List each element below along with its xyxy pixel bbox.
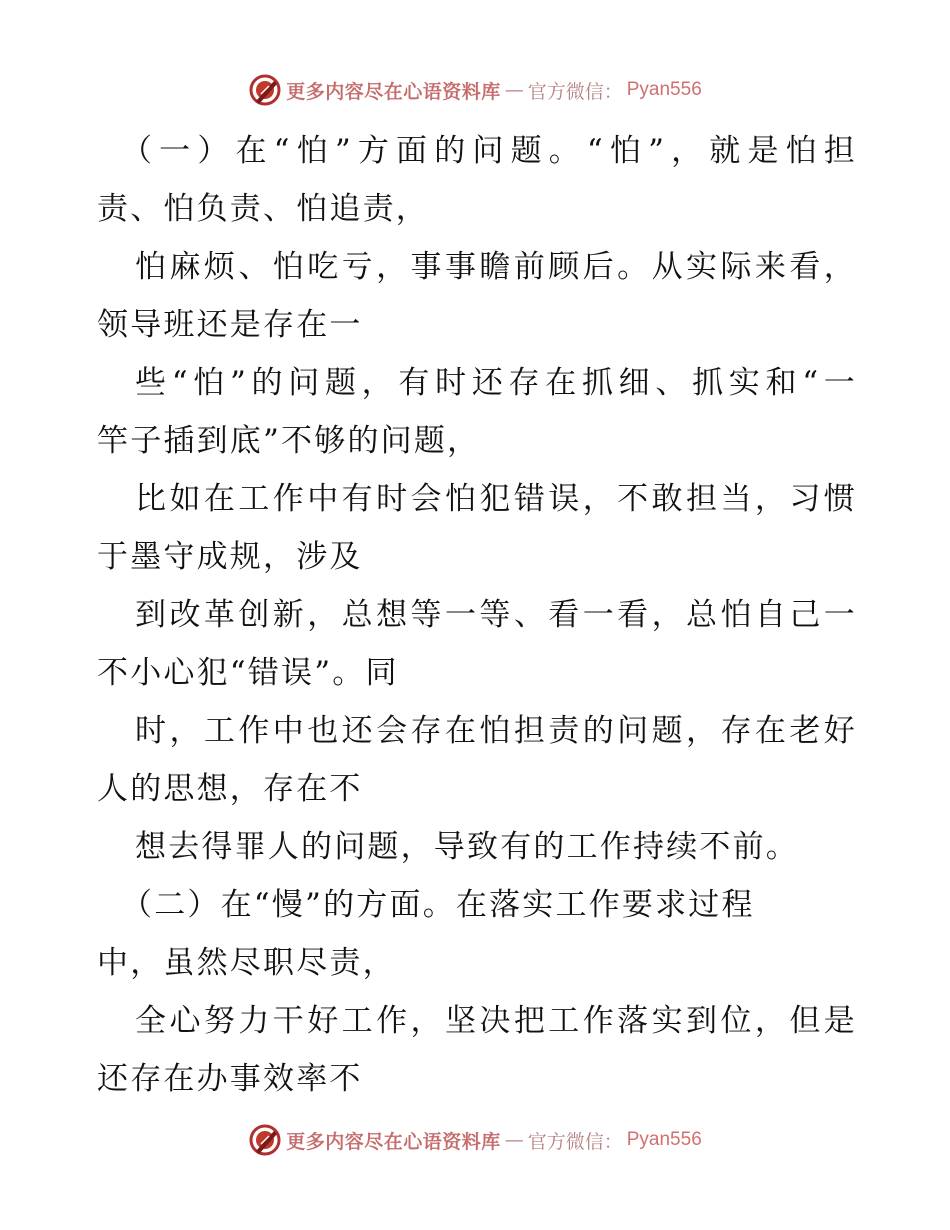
pen-seal-icon bbox=[248, 1123, 282, 1157]
text-line: 竿子插到底”不够的问题， bbox=[97, 423, 481, 459]
header-banner bbox=[0, 70, 950, 110]
text-line: 中，虽然尽职尽责， bbox=[97, 945, 396, 981]
text-line: 于墨守成规，涉及 bbox=[97, 539, 363, 575]
text-line: 到改革创新，总想等一等、看一看，总怕自己一 bbox=[135, 597, 857, 633]
text-line: 全心努力干好工作，坚决把工作落实到位，但是 bbox=[135, 1003, 857, 1039]
document-body bbox=[97, 122, 857, 1108]
wechat-id: Pyan556 bbox=[626, 1129, 702, 1150]
official-wechat-label: 官方微信： bbox=[527, 80, 623, 103]
text-line: 还存在办事效率不 bbox=[97, 1061, 363, 1097]
text-line: 人的思想，存在不 bbox=[97, 771, 363, 807]
site-promo-text: 更多内容尽在心语资料库 bbox=[286, 1130, 501, 1153]
text-line: 些“怕”的问题，有时还存在抓细、抓实和“一 bbox=[135, 365, 857, 401]
text-line: 时，工作中也还会存在怕担责的问题，存在老好 bbox=[135, 713, 857, 749]
text-line: 责、怕负责、怕追责， bbox=[97, 191, 429, 227]
text-line: 比如在工作中有时会怕犯错误，不敢担当，习惯 bbox=[135, 481, 857, 517]
text-line: （二）在“慢”的方面。在落实工作要求过程 bbox=[121, 887, 755, 923]
site-promo-text: 更多内容尽在心语资料库 bbox=[286, 80, 501, 103]
wechat-id: Pyan556 bbox=[626, 79, 702, 100]
footer-banner bbox=[0, 1120, 950, 1160]
banner-separator: — bbox=[504, 79, 524, 101]
official-wechat-label: 官方微信： bbox=[527, 1130, 623, 1153]
text-line: 想去得罪人的问题，导致有的工作持续不前。 bbox=[135, 829, 799, 865]
text-line: （一）在“怕”方面的问题。“怕”，就是怕担 bbox=[121, 133, 857, 169]
text-line: 领导班还是存在一 bbox=[97, 307, 363, 343]
text-line: 不小心犯“错误”。同 bbox=[97, 655, 399, 691]
pen-seal-icon bbox=[248, 73, 282, 107]
text-line: 怕麻烦、怕吃亏，事事瞻前顾后。从实际来看， bbox=[135, 249, 857, 285]
banner-separator: — bbox=[504, 1129, 524, 1151]
